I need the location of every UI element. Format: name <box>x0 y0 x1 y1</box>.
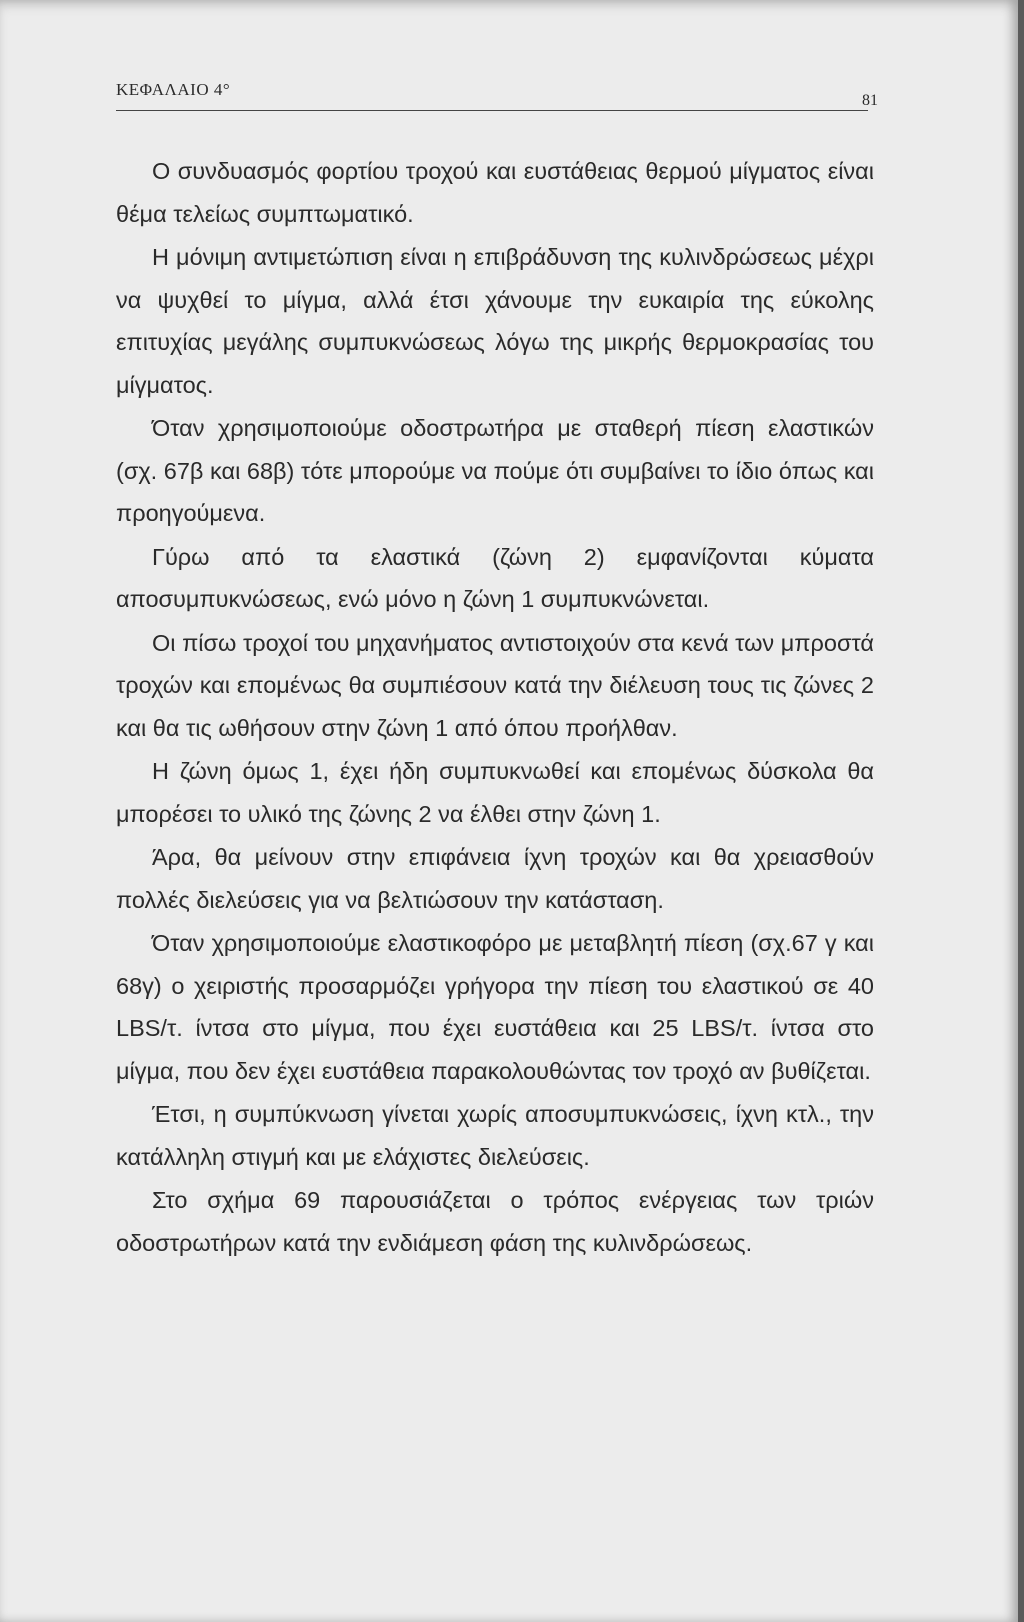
paragraph: Ο συνδυασμός φορτίου τροχού και ευστάθειας θερμού μίγματος είναι θέμα τελείως συμπτωματικό. <box>116 158 874 227</box>
page-number: 81 <box>862 92 878 109</box>
paragraph: Η ζώνη όμως 1, έχει ήδη συμπυκνωθεί και επομένως δύσκολα θα μπορέσει το υλικό της ζώνης 2 να έλθει στην ζώνη 1. <box>116 758 874 827</box>
chapter-title: ΚΕΦΑΛΑΙΟ 4° <box>116 80 231 99</box>
body-text <box>116 150 874 1265</box>
paragraph: Όταν χρησιμοποιούμε οδοστρωτήρα με σταθερή πίεση ελαστικών (σχ. 67β και 68β) τότε μπορούμε να πούμε ότι συμβαίνει το ίδιο όπως και προηγούμενα. <box>116 415 874 526</box>
paragraph: Άρα, θα μείνουν στην επιφάνεια ίχνη τροχών και θα χρειασθούν πολλές διελεύσεις για να βελτιώσουν την κατάσταση. <box>116 844 874 913</box>
page-header <box>116 80 878 111</box>
paragraph: Όταν χρησιμοποιούμε ελαστικοφόρο με μεταβλητή πίεση (σχ.67 γ και 68γ) ο χειριστής προσαρμόζει γρήγορα την πίεση του ελαστικού σε 40 LBS/τ. ίντσα στο μίγμα, που έχει ευστάθεια και 25 LBS/τ. ίντσα στο μίγμα, που δεν έχει ευστάθεια παρακολουθώντας τον τροχό αν βυθίζεται. <box>116 930 874 1084</box>
paragraph: Οι πίσω τροχοί του μηχανήματος αντιστοιχούν στα κενά των μπροστά τροχών και επομένως θα συμπιέσουν κατά την διέλευση τους τις ζώνες 2 και θα τις ωθήσουν στην ζώνη 1 από όπου προήλθαν. <box>116 629 874 741</box>
page-edge-shadow <box>1018 0 1024 1622</box>
paragraph: Η μόνιμη αντιμετώπιση είναι η επιβράδυνση της κυλινδρώσεως μέχρι να ψυχθεί το μίγμα, αλλά έτσι χάνουμε την ευκαιρία της εύκολης επιτυχίας μεγάλης συμπυκνώσεως λόγω της μικρής θερμοκρασίας του μίγματος. <box>116 244 874 398</box>
paragraph: Στο σχήμα 69 παρουσιάζεται ο τρόπος ενέργειας των τριών οδοστρωτήρων κατά την ενδιάμεση φάση της κυλινδρώσεως. <box>116 1187 874 1256</box>
paragraph: Γύρω από τα ελαστικά (ζώνη 2) εμφανίζονται κύματα αποσυμπυκνώσεως, ενώ μόνο η ζώνη 1 συμπυκνώνεται. <box>116 543 874 612</box>
paragraph: Έτσι, η συμπύκνωση γίνεται χωρίς αποσυμπυκνώσεις, ίχνη κτλ., την κατάλληλη στιγμή και με ελάχιστες διελεύσεις. <box>116 1101 874 1170</box>
